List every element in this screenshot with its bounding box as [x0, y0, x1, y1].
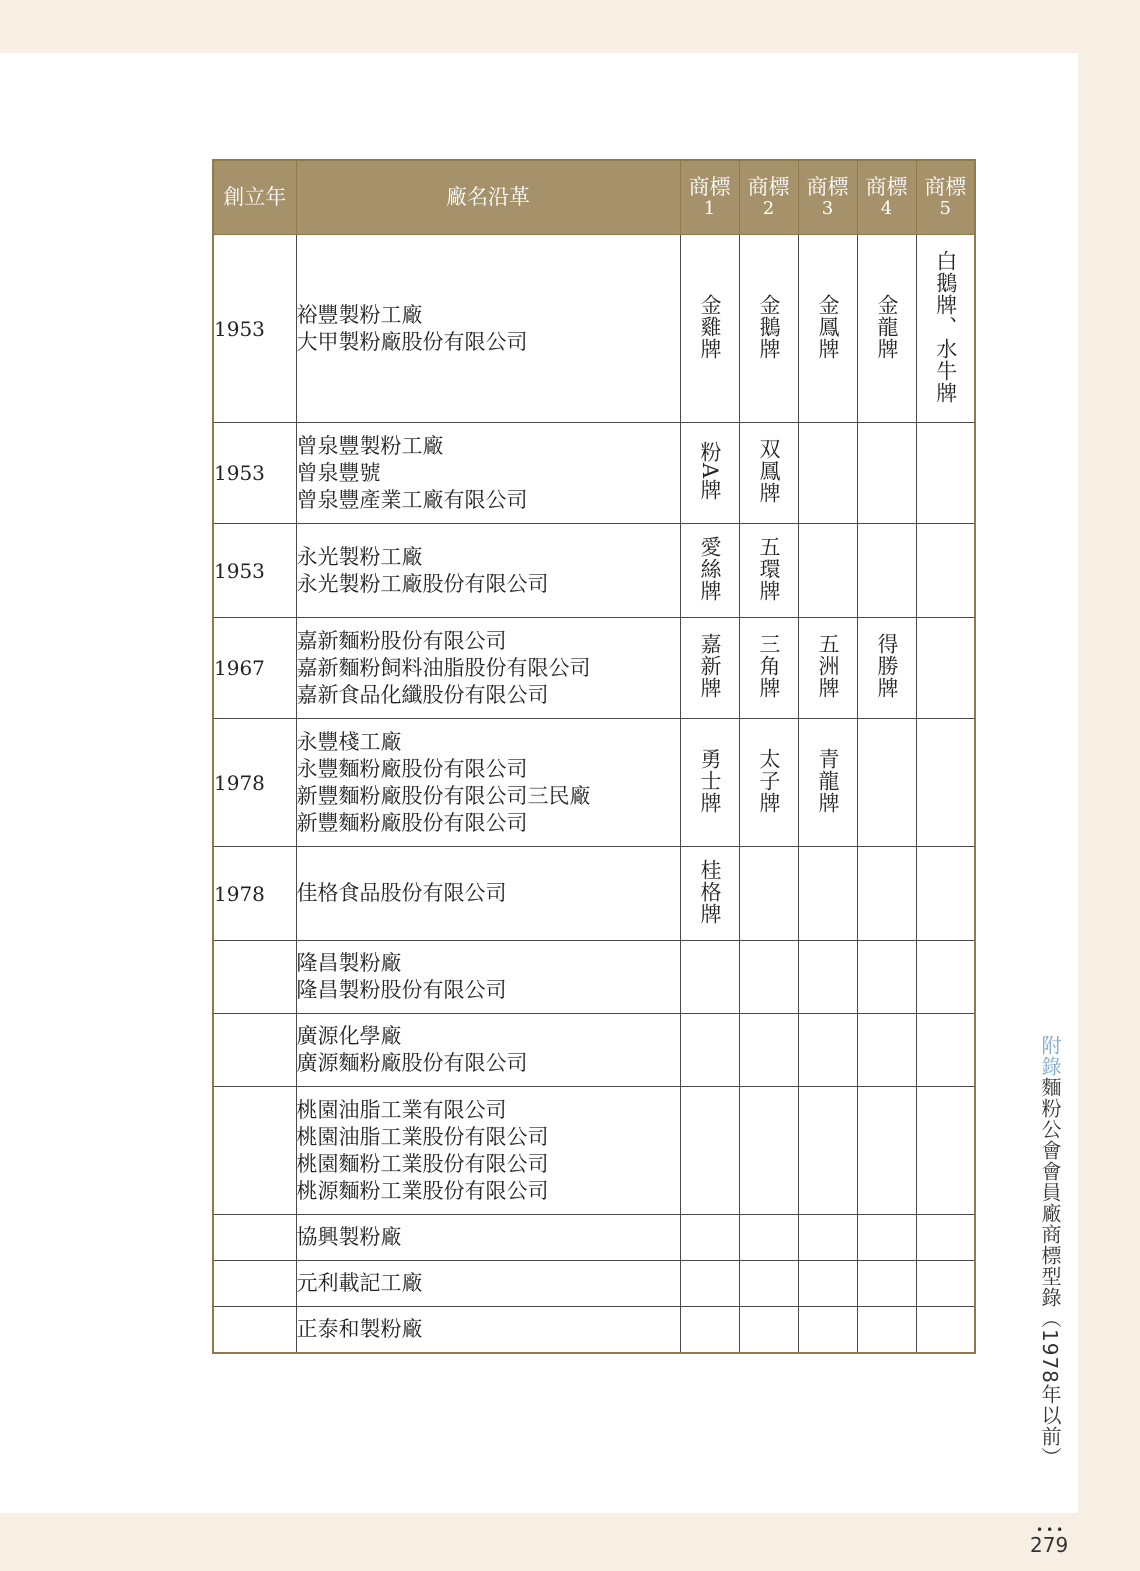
- history-line: 永光製粉工廠: [296, 544, 423, 569]
- trademark-cell: [857, 719, 916, 847]
- header-mark-4: [857, 160, 916, 235]
- trademark-cell: [680, 423, 739, 524]
- trademark-cell: [739, 941, 798, 1014]
- trademark-cell: [916, 719, 975, 847]
- history-cell: [296, 1307, 680, 1353]
- table-row: [213, 1215, 975, 1261]
- page-dots: •••: [1036, 1523, 1067, 1537]
- trademark-name: 青龍牌: [816, 747, 840, 814]
- trademark-cell: [916, 1215, 975, 1261]
- trademark-cell: [798, 1261, 857, 1307]
- year-cell: 1953: [213, 235, 296, 423]
- trademark-cell: [680, 941, 739, 1014]
- header-history: 廠名沿革: [296, 160, 680, 235]
- history-line: 裕豐製粉工廠: [296, 302, 423, 327]
- page: [0, 53, 1078, 1557]
- trademark-cell: [798, 1087, 857, 1215]
- trademark-cell: [680, 1261, 739, 1307]
- table-row: [213, 1014, 975, 1087]
- year-cell: [213, 1307, 296, 1353]
- year-cell: 1978: [213, 847, 296, 941]
- year-cell: [213, 1014, 296, 1087]
- header-mark-number: 1: [703, 198, 716, 220]
- header-mark-number: 3: [821, 198, 834, 220]
- table-row: [213, 618, 975, 719]
- year-cell: [213, 1087, 296, 1215]
- trademark-cell: [680, 1014, 739, 1087]
- trademark-cell: [857, 847, 916, 941]
- history-line: 大甲製粉廠股份有限公司: [296, 329, 528, 354]
- trademark-cell: [739, 719, 798, 847]
- trademark-cell: [857, 941, 916, 1014]
- table-row: [213, 1087, 975, 1215]
- table-row: [213, 524, 975, 618]
- history-line: 新豐麵粉廠股份有限公司: [296, 810, 528, 835]
- trademark-cell: [739, 524, 798, 618]
- table-row: [213, 1261, 975, 1307]
- page-number: 279: [1030, 1533, 1069, 1557]
- trademark-cell: [798, 1307, 857, 1353]
- trademark-name: 双鳳牌: [757, 438, 781, 504]
- year-cell: [213, 1261, 296, 1307]
- trademark-cell: [680, 1087, 739, 1215]
- trademark-cell: [680, 235, 739, 423]
- history-line: 正泰和製粉廠: [296, 1316, 423, 1341]
- trademark-name: 五環牌: [757, 535, 781, 602]
- trademark-cell: [857, 1215, 916, 1261]
- trademark-name: 三角牌: [757, 633, 781, 699]
- trademark-name: 愛絲牌: [698, 535, 722, 602]
- history-cell: [296, 1014, 680, 1087]
- trademark-cell: [916, 1014, 975, 1087]
- trademark-cell: [916, 524, 975, 618]
- trademark-name: 勇士牌: [698, 747, 722, 814]
- trademark-cell: [680, 847, 739, 941]
- trademark-cell: [916, 941, 975, 1014]
- history-line: 桃源麵粉工業股份有限公司: [296, 1178, 549, 1203]
- history-cell: [296, 618, 680, 719]
- appendix-label: 附錄: [1038, 1035, 1062, 1077]
- history-line: 永豐棧工廠: [296, 729, 402, 754]
- history-line: 新豐麵粉廠股份有限公司三民廠: [296, 783, 591, 808]
- header-mark-2: [739, 160, 798, 235]
- year-cell: 1967: [213, 618, 296, 719]
- trademark-name: 太子牌: [757, 747, 781, 814]
- trademark-cell: [798, 941, 857, 1014]
- history-cell: [296, 524, 680, 618]
- header-mark-label: 商標: [747, 175, 790, 200]
- table-row: [213, 423, 975, 524]
- history-line: 協興製粉廠: [296, 1225, 402, 1249]
- history-line: 隆昌製粉股份有限公司: [296, 978, 507, 1002]
- year-cell: [213, 941, 296, 1014]
- history-line: 桃園油脂工業股份有限公司: [296, 1124, 549, 1149]
- trademark-cell: [680, 1215, 739, 1261]
- trademark-cell: [739, 1215, 798, 1261]
- trademark-cell: [857, 1307, 916, 1353]
- history-cell: [296, 719, 680, 847]
- trademark-name: 金龍牌: [875, 293, 899, 360]
- history-line: 桃園麵粉工業股份有限公司: [296, 1151, 549, 1176]
- history-line: 永豐麵粉廠股份有限公司: [296, 756, 528, 781]
- history-line: 嘉新麵粉飼料油脂股份有限公司: [296, 655, 591, 680]
- trademark-cell: [857, 1087, 916, 1215]
- table-row: [213, 719, 975, 847]
- history-line: 元利載記工廠: [296, 1271, 423, 1295]
- history-cell: [296, 1087, 680, 1215]
- year-cell: 1978: [213, 719, 296, 847]
- trademark-cell: [916, 235, 975, 423]
- trademark-cell: [916, 618, 975, 719]
- history-line: 曾泉豐號: [296, 460, 381, 485]
- history-cell: [296, 847, 680, 941]
- trademark-name: 粉A牌: [698, 440, 722, 502]
- trademark-cell: [798, 1014, 857, 1087]
- year-cell: [213, 1215, 296, 1261]
- trademark-cell: [798, 235, 857, 423]
- table-body: [213, 235, 975, 1353]
- table-row: [213, 847, 975, 941]
- trademark-name: 五洲牌: [816, 633, 840, 699]
- trademark-cell: [857, 1014, 916, 1087]
- history-cell: [296, 941, 680, 1014]
- history-line: 桃園油脂工業有限公司: [296, 1097, 507, 1122]
- trademark-name: 白鵝牌、水牛牌: [933, 249, 958, 404]
- history-line: 曾泉豐製粉工廠: [296, 433, 444, 458]
- table-row: [213, 1307, 975, 1353]
- running-header: [1036, 1035, 1065, 1468]
- header-mark-number: 2: [762, 198, 775, 220]
- header-mark-number: 5: [939, 198, 951, 220]
- header-mark-1: [680, 160, 739, 235]
- trademark-cell: [680, 719, 739, 847]
- trademark-name: 得勝牌: [875, 633, 899, 699]
- trademark-cell: [739, 235, 798, 423]
- trademark-cell: [739, 1307, 798, 1353]
- history-line: 曾泉豐產業工廠有限公司: [296, 487, 528, 512]
- trademark-name: 嘉新牌: [698, 633, 722, 699]
- trademark-cell: [857, 524, 916, 618]
- trademark-cell: [916, 847, 975, 941]
- history-line: 佳格食品股份有限公司: [296, 881, 507, 905]
- trademark-cell: [798, 618, 857, 719]
- history-line: 隆昌製粉廠: [296, 951, 402, 975]
- history-line: 嘉新食品化纖股份有限公司: [296, 682, 549, 707]
- header-mark-label: 商標: [924, 175, 967, 200]
- header-year: 創立年: [213, 160, 296, 235]
- trademark-cell: [739, 1087, 798, 1215]
- trademark-cell: [739, 1261, 798, 1307]
- trademark-cell: [739, 847, 798, 941]
- trademark-cell: [680, 618, 739, 719]
- header-mark-label: 商標: [806, 175, 849, 200]
- table-row: [213, 941, 975, 1014]
- trademark-cell: [798, 847, 857, 941]
- year-cell: 1953: [213, 524, 296, 618]
- trademark-cell: [739, 618, 798, 719]
- year-cell: 1953: [213, 423, 296, 524]
- header-row: [213, 160, 975, 235]
- section-title: 麵粉公會會員廠商標型錄（1978年以前）: [1038, 1077, 1062, 1468]
- trademark-name: 金鳳牌: [816, 293, 840, 360]
- header-mark-3: [798, 160, 857, 235]
- trademark-cell: [798, 423, 857, 524]
- table-header: [213, 160, 975, 235]
- trademark-cell: [680, 524, 739, 618]
- history-cell: [296, 235, 680, 423]
- trademark-cell: [798, 719, 857, 847]
- history-line: 廣源麵粉廠股份有限公司: [296, 1051, 528, 1075]
- header-mark-number: 4: [880, 198, 893, 220]
- trademark-cell: [916, 423, 975, 524]
- trademark-name: 金雞牌: [698, 293, 722, 360]
- history-cell: [296, 1215, 680, 1261]
- history-line: 永光製粉工廠股份有限公司: [296, 571, 549, 596]
- trademark-cell: [857, 618, 916, 719]
- header-mark-5: [916, 160, 975, 235]
- history-line: 廣源化學廠: [296, 1024, 402, 1048]
- header-mark-label: 商標: [688, 175, 731, 200]
- history-line: 嘉新麵粉股份有限公司: [296, 628, 507, 653]
- trademark-name: 金鵝牌: [757, 293, 781, 360]
- trademark-cell: [916, 1307, 975, 1353]
- trademark-cell: [857, 235, 916, 423]
- trademark-cell: [916, 1087, 975, 1215]
- trademark-cell: [798, 524, 857, 618]
- trademark-cell: [916, 1261, 975, 1307]
- trademark-table: [212, 159, 976, 1354]
- trademark-cell: [739, 1014, 798, 1087]
- trademark-cell: [798, 1215, 857, 1261]
- trademark-cell: [857, 1261, 916, 1307]
- trademark-cell: [739, 423, 798, 524]
- trademark-cell: [680, 1307, 739, 1353]
- trademark-cell: [857, 423, 916, 524]
- trademark-name: 桂格牌: [698, 858, 722, 925]
- table-row: [213, 235, 975, 423]
- history-cell: [296, 423, 680, 524]
- history-cell: [296, 1261, 680, 1307]
- header-mark-label: 商標: [865, 175, 908, 200]
